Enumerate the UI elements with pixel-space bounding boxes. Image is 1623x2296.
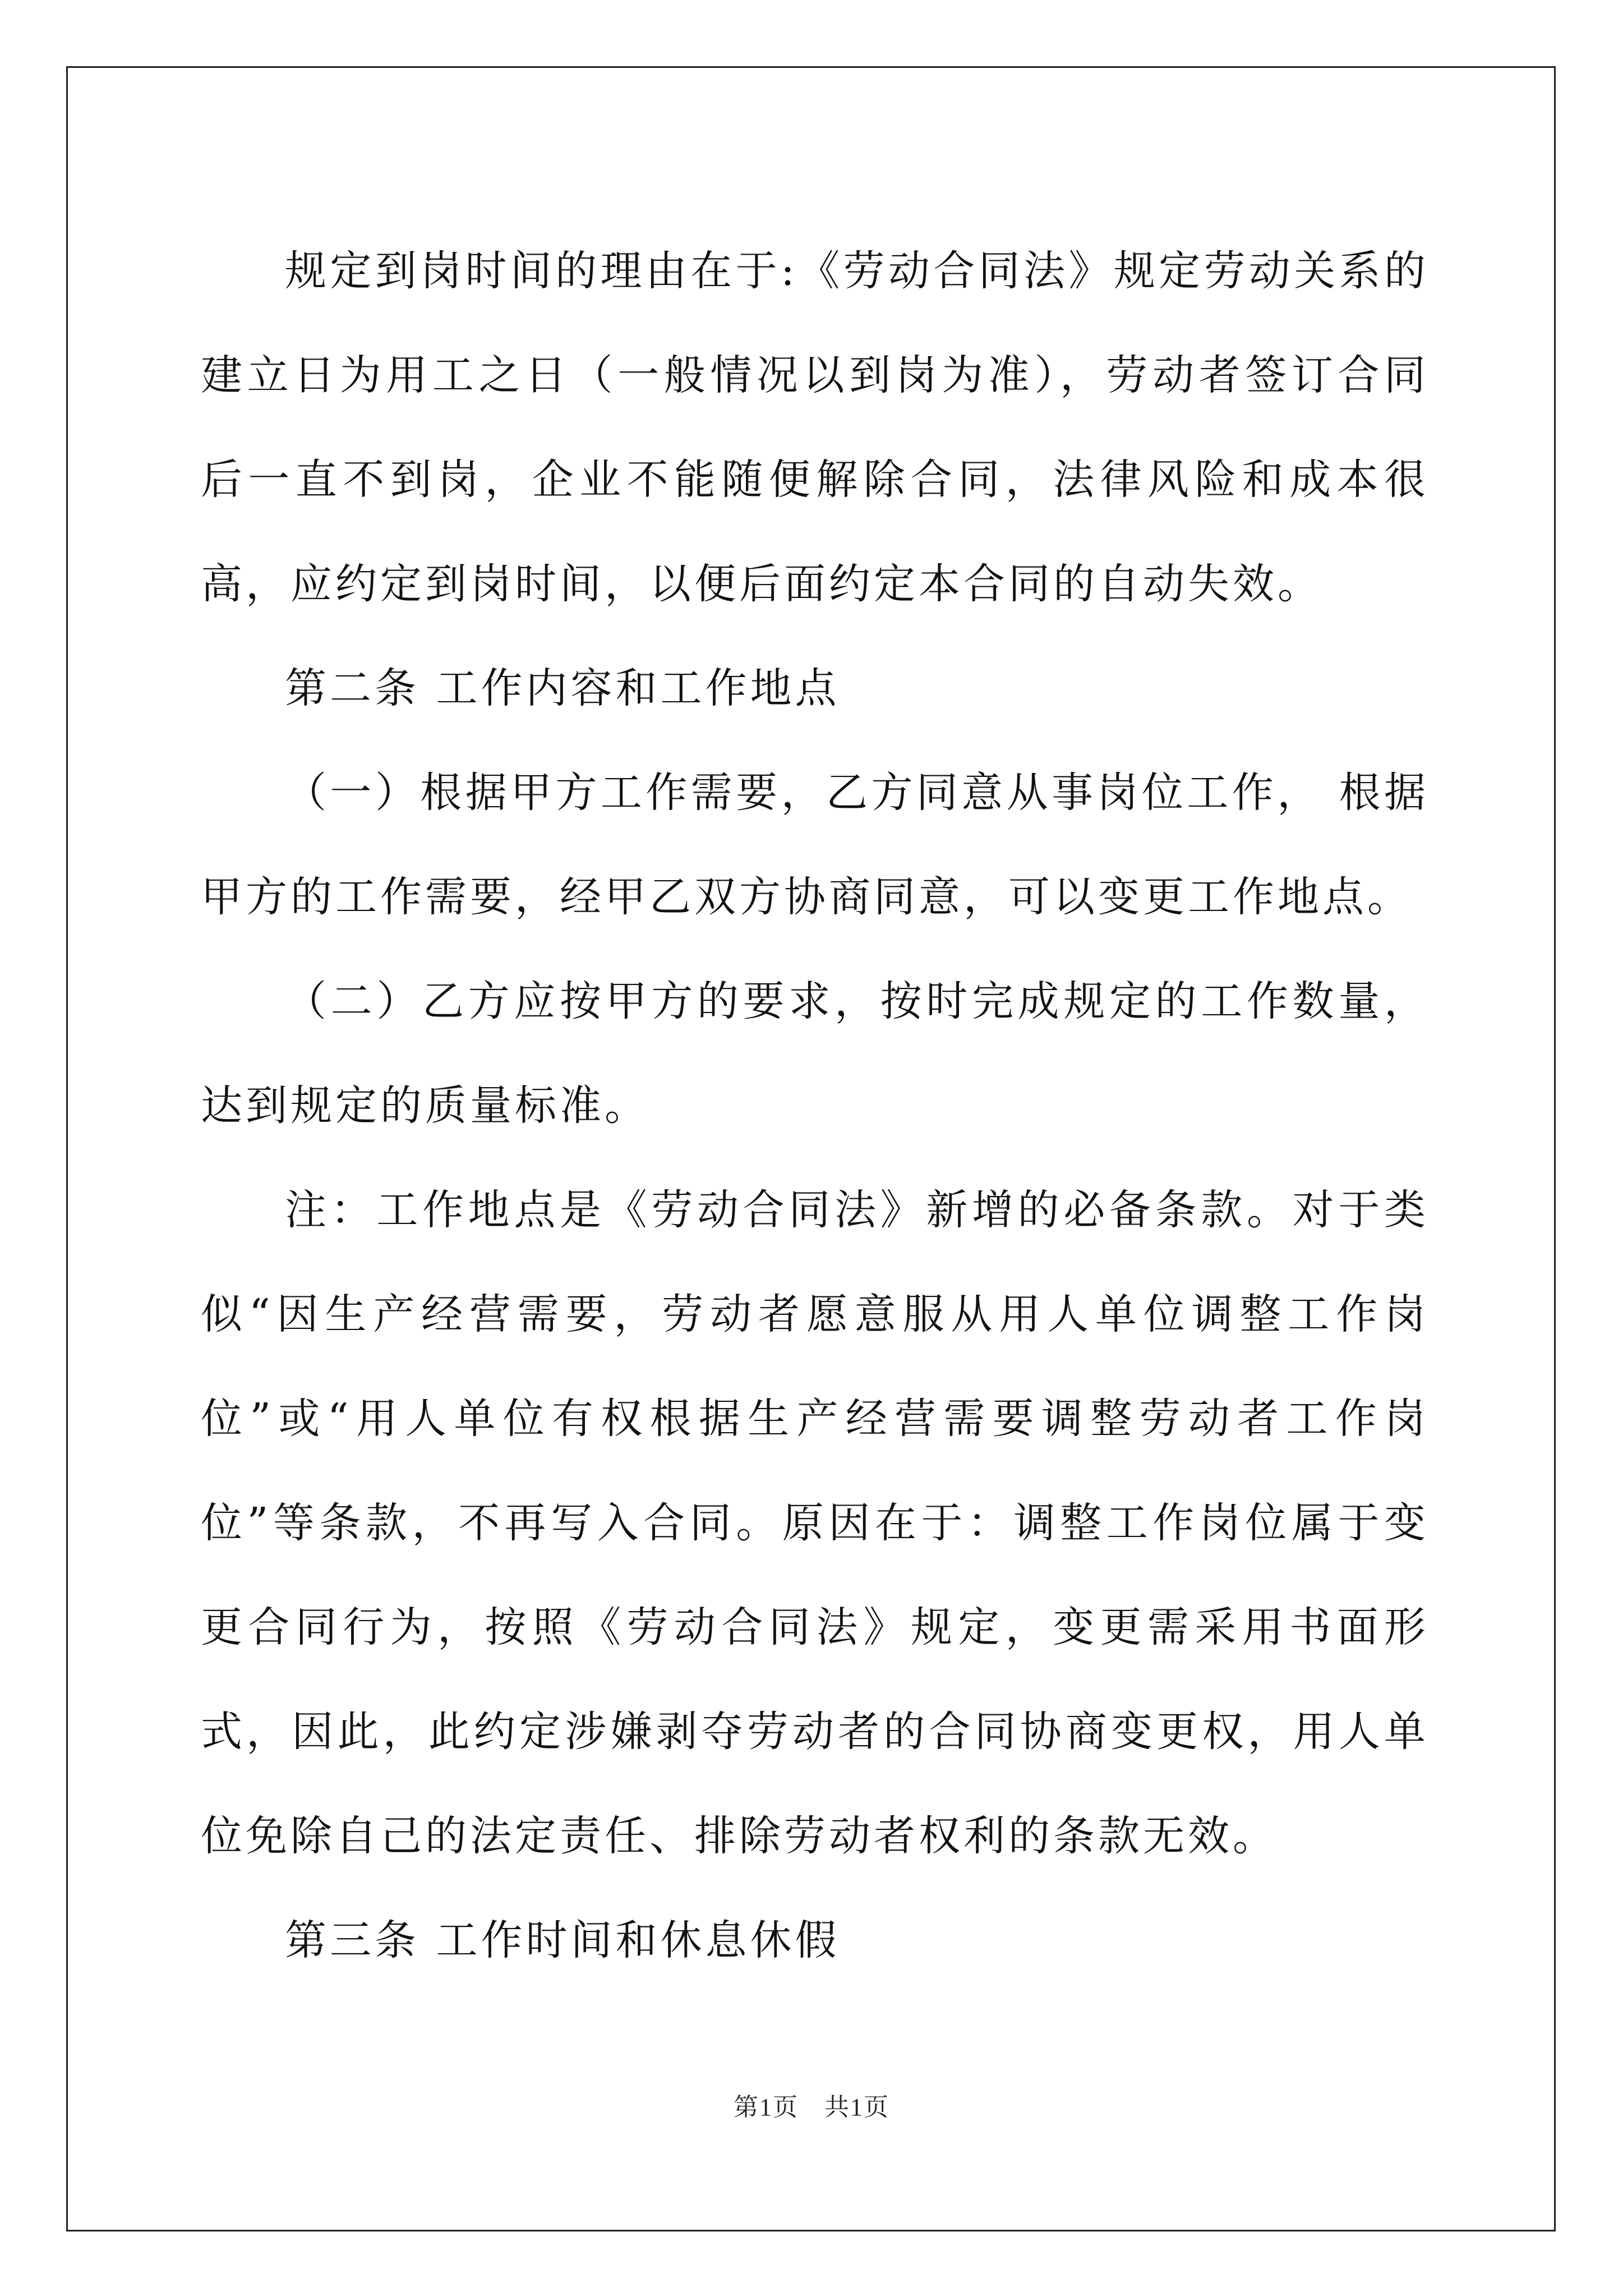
paragraph-clause-2-2: （二）乙方应按甲方的要求，按时完成规定的工作数量，达到规定的质量标准。 [201, 977, 1429, 1130]
paragraph-clause-2-1: （一）根据甲方工作需要，乙方同意从事岗位工作， 根据甲方的工作需要，经甲乙双方协商同意，可以变更工作地点。 [201, 769, 1429, 921]
heading-article-2: 第二条 工作内容和工作地点 [285, 664, 840, 712]
paragraph-note-work-location: 注：工作地点是《劳动合同法》新增的必备条款。对于类似“因生产经营需要，劳动者愿意服从用人单位调整工作岗位”或“用人单位有权根据生产经营需要调整劳动者工作岗位”等条款，不再写入合同。原因在于：调整工作岗位属于变更合同行为，按照《劳动合同法》规定，变更需采用书面形式，因此，此约定涉嫌剥夺劳动者的合同协商变更权，用人单位免除自己的法定责任、排除劳动者权利的条款无效。 [201, 1186, 1429, 1860]
heading-article-3: 第三条 工作时间和休息休假 [285, 1916, 840, 1964]
paragraph-arrival-time-reason: 规定到岗时间的理由在于:《劳动合同法》规定劳动关系的建立日为用工之日（一般情况以到岗为准），劳动者签订合同后一直不到岗，企业不能随便解除合同，法律风险和成本很高，应约定到岗时间，以便后面约定本合同的自动失效。 [201, 247, 1429, 608]
page-number-footer: 第1页 共1页 [734, 2093, 889, 2121]
document-body [201, 219, 1429, 1993]
